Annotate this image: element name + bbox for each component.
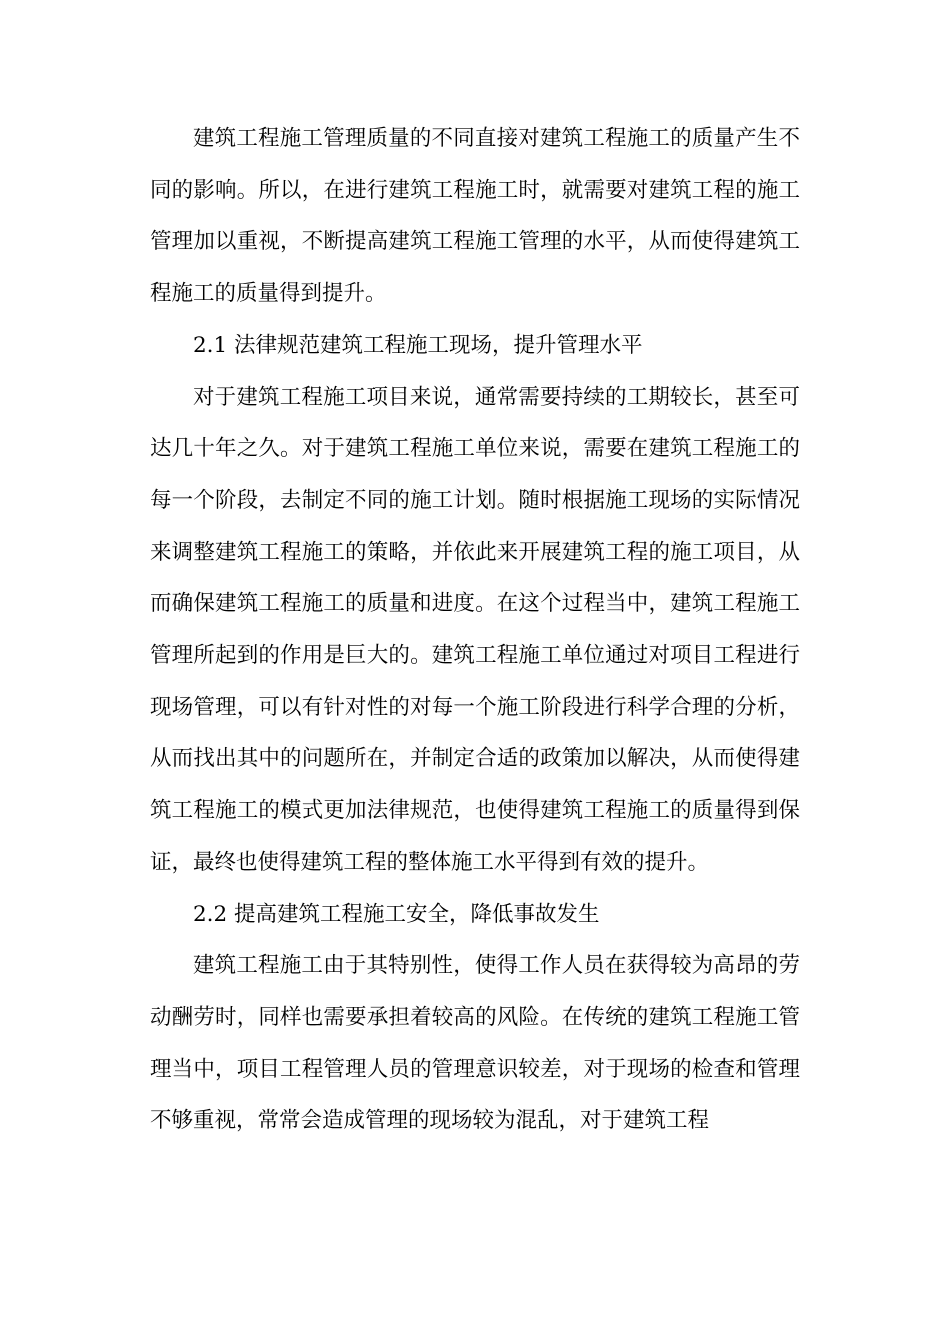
- paragraph-section-2-2: 建筑工程施工由于其特别性，使得工作人员在获得较为高昂的劳动酬劳时，同样也需要承担着较高的风险。在传统的建筑工程施工管理当中，项目工程管理人员的管理意识较差，对于现场的检查和管理不够重视，常常会造成管理的现场较为混乱，对于建筑工程: [150, 953, 800, 1134]
- section-heading-2-1: 2.1 法律规范建筑工程施工现场，提升管理水平: [193, 332, 643, 358]
- paragraph-intro: 建筑工程施工管理质量的不同直接对建筑工程施工的质量产生不同的影响。所以，在进行建筑工程施工时，就需要对建筑工程的施工管理加以重视，不断提高建筑工程施工管理的水平，从而使得建筑工程施工的质量得到提升。: [150, 126, 800, 307]
- document-body: [150, 113, 800, 1147]
- section-heading-2-2: 2.2 提高建筑工程施工安全，降低事故发生: [193, 901, 600, 927]
- paragraph-section-2-1: 对于建筑工程施工项目来说，通常需要持续的工期较长，甚至可达几十年之久。对于建筑工程施工单位来说，需要在建筑工程施工的每一个阶段，去制定不同的施工计划。随时根据施工现场的实际情况来调整建筑工程施工的策略，并依此来开展建筑工程的施工项目，从而确保建筑工程施工的质量和进度。在这个过程当中，建筑工程施工管理所起到的作用是巨大的。建筑工程施工单位通过对项目工程进行现场管理，可以有针对性的对每一个施工阶段进行科学合理的分析，从而找出其中的问题所在，并制定合适的政策加以解决，从而使得建筑工程施工的模式更加法律规范，也使得建筑工程施工的质量得到保证，最终也使得建筑工程的整体施工水平得到有效的提升。: [150, 384, 800, 875]
